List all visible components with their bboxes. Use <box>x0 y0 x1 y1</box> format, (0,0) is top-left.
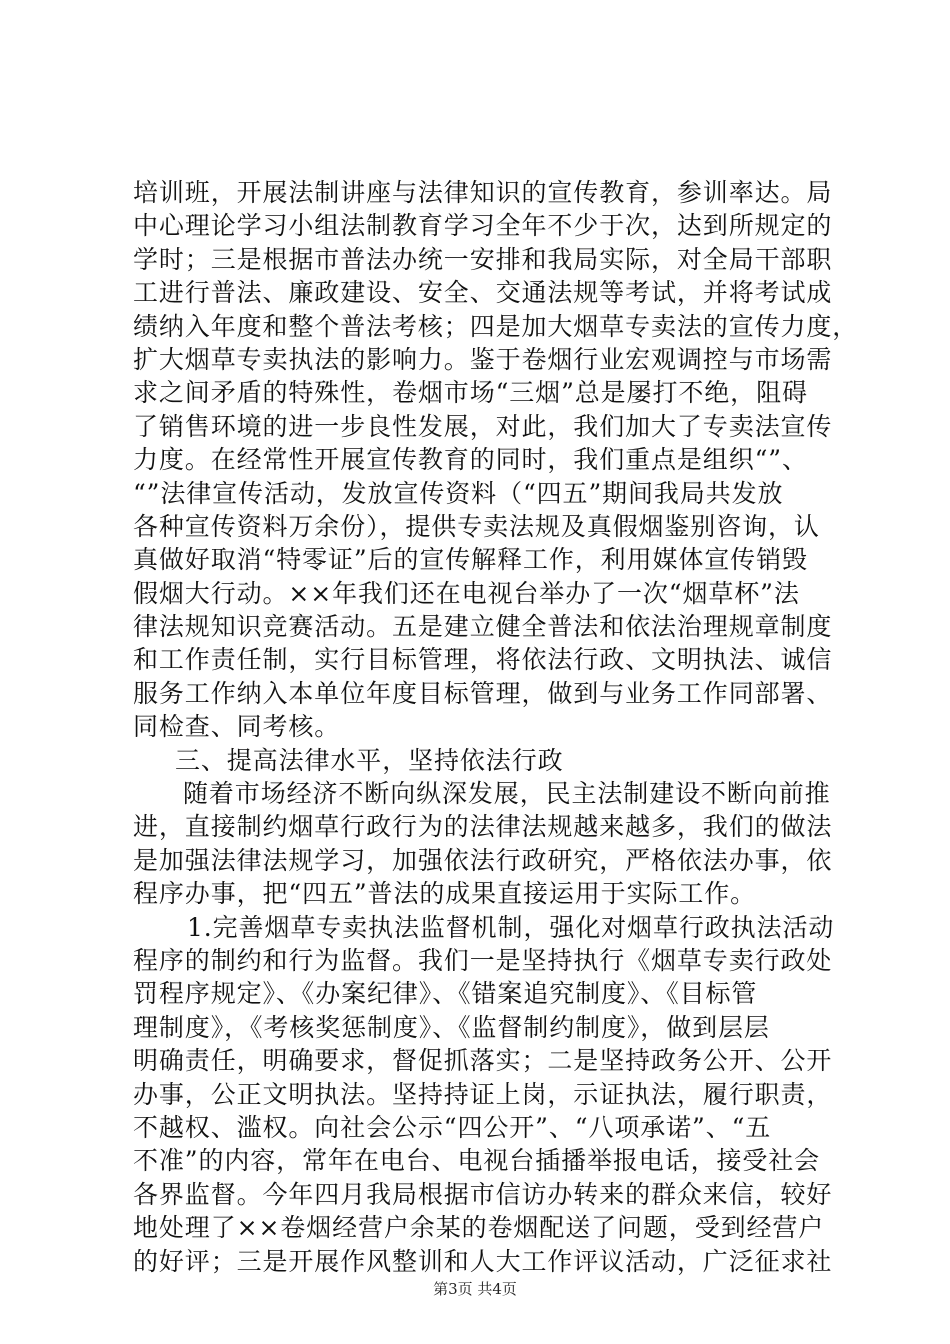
page-footer: 第3页 共4页 <box>433 1280 517 1298</box>
text-line: 真做好取消“特零证”后的宣传解释工作，利用媒体宣传销毁 <box>133 545 808 575</box>
text-line: 进，直接制约烟草行政行为的法律法规越来越多，我们的做法 <box>133 812 833 842</box>
text-line: 各界监督。今年四月我局根据市信访办转来的群众来信，较好 <box>133 1179 833 1209</box>
text-line: 地处理了××卷烟经营户余某的卷烟配送了问题，受到经营户 <box>133 1213 825 1243</box>
text-line: 罚程序规定》、《办案纪律》、《错案追究制度》、《目标管 <box>133 979 758 1009</box>
text-line: 求之间矛盾的特殊性，卷烟市场“三烟”总是屡打不绝，阻碍 <box>133 378 808 408</box>
text-line: 学时；三是根据市普法办统一安排和我局实际，对全局干部职 <box>133 244 833 274</box>
text-line: 程序的制约和行为监督。我们一是坚持执行《烟草专卖行政处 <box>133 945 833 975</box>
text-line: 培训班，开展法制讲座与法律知识的宣传教育，参训率达。局 <box>133 178 833 207</box>
text-line: 中心理论学习小组法制教育学习全年不少于次，达到所规定的 <box>133 211 833 241</box>
text-line: 扩大烟草专卖执法的影响力。鉴于卷烟行业宏观调控与市场需 <box>133 344 833 374</box>
section-heading: 三、提高法律水平，坚持依法行政 <box>175 745 564 775</box>
text-line: 了销售环境的进一步良性发展，对此，我们加大了专卖法宣传 <box>133 411 833 441</box>
text-line: “”法律宣传活动，发放宣传资料（“四五”期间我局共发放 <box>133 478 784 508</box>
text-line: 程序办事，把“四五”普法的成果直接运用于实际工作。 <box>133 879 757 909</box>
text-line: 理制度》，《考核奖惩制度》、《监督制约制度》，做到层层 <box>133 1012 770 1042</box>
text-line: 同检查、同考核。 <box>133 712 341 742</box>
text-line: 和工作责任制，实行目标管理，将依法行政、文明执法、诚信 <box>133 645 833 675</box>
text-line: 随着市场经济不断向纵深发展，民主法制建设不断向前推 <box>183 779 831 809</box>
text-line: 1.完善烟草专卖执法监督机制，强化对烟草行政执法活动 <box>187 912 835 942</box>
text-line: 明确责任，明确要求，督促抓落实；二是坚持政务公开、公开 <box>133 1046 833 1076</box>
text-line: 不准”的内容，常年在电台、电视台插播举报电话，接受社会 <box>133 1146 821 1176</box>
text-line: 各种宣传资料万余份），提供专卖法规及真假烟鉴别咨询，认 <box>133 511 820 541</box>
body-text <box>133 176 859 1278</box>
text-line: 办事，公正文明执法。坚持持证上岗，示证执法，履行职责， <box>133 1079 833 1109</box>
text-line: 工进行普法、廉政建设、安全、交通法规等考试，并将考试成 <box>133 278 833 308</box>
text-line: 的好评；三是开展作风整训和人大工作评议活动，广泛征求社 <box>133 1246 833 1276</box>
text-line: 律法规知识竞赛活动。五是建立健全普法和依法治理规章制度 <box>133 612 833 642</box>
text-line: 服务工作纳入本单位年度目标管理，做到与业务工作同部署、 <box>133 678 833 708</box>
text-line: 不越权、滥权。向社会公示“四公开”、“八项承诺”、“五 <box>133 1112 772 1142</box>
text-line: 绩纳入年度和整个普法考核；四是加大烟草专卖法的宣传力度， <box>133 311 859 341</box>
text-line: 假烟大行动。××年我们还在电视台举办了一次“烟草杯”法 <box>133 578 800 608</box>
text-line: 力度。在经常性开展宣传教育的同时，我们重点是组织“”、 <box>133 445 808 475</box>
text-line: 是加强法律法规学习，加强依法行政研究，严格依法办事，依 <box>133 845 833 875</box>
